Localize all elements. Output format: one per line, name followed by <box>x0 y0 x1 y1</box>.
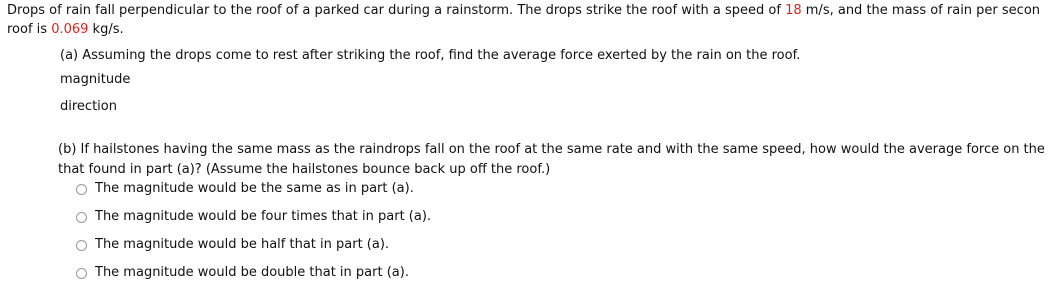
answer-option-same[interactable] <box>76 181 414 197</box>
mass-rate-value: 0.069 <box>51 22 89 37</box>
radio-button[interactable] <box>76 184 87 195</box>
answer-option-double[interactable] <box>76 265 409 281</box>
direction-label: direction <box>60 99 117 114</box>
answer-option-label: The magnitude would be half that in part (a). <box>95 237 390 252</box>
magnitude-label: magnitude <box>60 72 131 87</box>
answer-option-label: The magnitude would be four times that in part (a). <box>95 209 432 224</box>
problem-text: roof is <box>7 22 52 37</box>
part-b-question-line-1: (b) If hailstones having the same mass as the raindrops fall on the roof at the same rate and with the same speed, how would the average force on the <box>58 142 1045 157</box>
part-a-question: (a) Assuming the drops come to rest after striking the roof, find the average force exerted by the rain on the roof. <box>60 48 801 63</box>
answer-option-half[interactable] <box>76 237 389 253</box>
problem-text: m/s, and the mass of rain per secon <box>801 3 1041 18</box>
answer-option-four-times[interactable] <box>76 209 431 225</box>
radio-button[interactable] <box>76 268 87 279</box>
problem-text: Drops of rain fall perpendicular to the roof of a parked car during a rainstorm. The drops strike the roof with a speed of <box>7 3 786 18</box>
problem-statement-line-2 <box>7 22 124 38</box>
answer-option-label: The magnitude would be double that in part (a). <box>95 265 409 280</box>
radio-button[interactable] <box>76 240 87 251</box>
part-b-question-line-2: that found in part (a)? (Assume the hailstones bounce back up off the roof.) <box>58 162 551 177</box>
radio-button[interactable] <box>76 212 87 223</box>
speed-value: 18 <box>785 3 802 18</box>
problem-statement-line-1 <box>7 3 1040 19</box>
answer-option-label: The magnitude would be the same as in part (a). <box>95 181 414 196</box>
problem-text: kg/s. <box>88 22 124 37</box>
